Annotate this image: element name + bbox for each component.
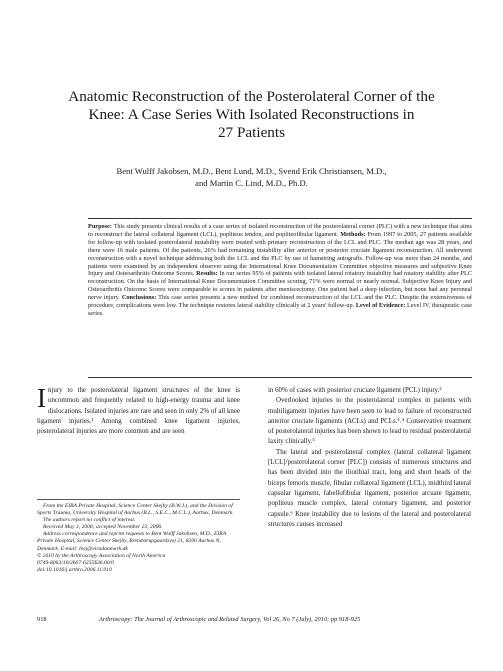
drop-cap: I (37, 383, 46, 413)
footnotes (37, 503, 240, 574)
footnote-rule (37, 499, 240, 500)
footnote-conflict: The authors report no conflict of interest. (43, 517, 136, 524)
footnote-copyright: © 2010 by the Arthroscopy Association of North America (37, 552, 166, 559)
article-title (40, 88, 463, 142)
body-column-left (37, 383, 240, 437)
abstract-bottom-rule (88, 377, 472, 378)
footnote-address: Address correspondence and reprint requests to Bent Wulff Jakobsen, M.D., EIRA Private Hospital, Science Center Skejby, Brendstrupgaardsvej 21, 8200 Aarhus N, Denmark. E-mail: bwj@eiradanmark.dk (37, 531, 227, 552)
title-line: 27 Patients (217, 124, 286, 141)
body-paragraph (37, 383, 240, 437)
abstract-methods-label: Methods: (340, 230, 366, 238)
page-number: 918 (37, 616, 47, 623)
title-line: Knee: A Case Series With Isolated Reconstructions in (88, 106, 415, 123)
abstract-top-rule (88, 218, 472, 219)
abstract-conclusions-label: Conclusions: (121, 294, 157, 302)
abstract-purpose: This study presents clinical results of a case series of isolated reconstruction of the posterolateral corner (PLC) with a new technique that aims to reconstruct the lateral collateral ligament (LCL), popliteus tendon, and popliteofibular ligament. (88, 223, 472, 238)
author-line: and Martin C. Lind, M.D., Ph.D. (195, 178, 308, 188)
abstract-results: In our series 95% of patients with isolated lateral rotatory instability had rotatory stability after PLC reconstruction. On the basis of International Knee Documentation Committee scoring, 71% were normal or nearly normal. Subjective Knee Injury and Osteoarthritis Outcome Scores were comparable to scores in patients after meniscectomy. One patient had a deep infection, but none had any peroneal nerve injury. (88, 270, 472, 302)
abstract-conclusions: This case series presents a new method for combined reconstruction of the LCL and the PLC. Despite the extensiveness of procedure, complications were low. The technique restores lateral stability clinically at 2 years' follow-up. (88, 294, 472, 310)
paragraph-text: njury to the posterolateral ligament structures of the knee is uncommon and frequently related to high-energy trauma and knee dislocations. Isolated injuries are rare and seen in only 2% of all knee ligament injuries.¹ Among combined knee ligament injuries, posterolateral injuries are more common and are seen (37, 387, 240, 436)
body-paragraph: Overlooked injuries to the posterolateral complex in patients with multiligament injuries have been seen to lead to failure of reconstructed anterior cruciate ligaments (ACLs) and PCLs.³˒⁴ Conservative treatment of posterolateral injuries has been shown to lead to residual posterolateral laxity clinically.⁵ (268, 397, 471, 446)
author-list (60, 165, 443, 189)
title-line: Anatomic Reconstruction of the Posterolateral Corner of the (68, 88, 435, 105)
footnote-issn: 0749-8063/10/2607-6255$36.00/0 (37, 559, 114, 566)
body-paragraph: in 60% of cases with posterior cruciate ligament (PCL) injury.² (268, 387, 442, 394)
abstract-purpose-label: Purpose: (88, 223, 112, 230)
author-line: Bent Wulff Jakobsen, M.D., Bent Lund, M.D., Svend Erik Christiansen, M.D., (116, 166, 387, 176)
abstract-results-label: Results: (196, 270, 218, 278)
footnote-received: Received May 3, 2006; accepted November 23, 2006. (43, 524, 163, 531)
abstract-methods: From 1997 to 2005, 27 patients available for follow-up with isolated posterolateral instability were treated with primary reconstruction of the LCL and PLC. The median age was 28 years, and there were 16 male patients. Of the patients, 26% had remaining instability after anterior or posterior cruciate ligament reconstruction. All underwent reconstruction with a novel technique addressing both the LCL and the PLC by use of hamstring autografts. Follow-up was more than 24 months, and patients were examined by an independent observer using the International Knee Documentation Committee objective measures and subjective Knee Injury and Osteoarthritis Outcome Scores. (88, 230, 473, 278)
abstract-level: Level IV, therapeutic case series. (88, 302, 472, 317)
body-column-right (268, 386, 471, 530)
footnote-doi: doi:10.1016/j.arthro.2006.11.010 (37, 566, 112, 573)
footnote-affiliation: From the EIRA Private Hospital, Science Center Skejby (B.W.J.), and the Division of Sports Trauma, University Hospital of Aarhus (B.L., S.E.C., M.C.L.), Aarhus, Denmark. (37, 503, 234, 517)
body-paragraph: The lateral and posterolateral complex (lateral collateral ligament [LCL]/posterolateral corner [PLC]) consists of numerous structures and has been divided into the iliotibial tract, long and short heads of the biceps femoris muscle, fibular collateral ligament (LCL), midthird lateral capsular ligament, fabellofibular ligament, posterior arcuate ligament, popliteus muscle complex, lateral coronary ligament, and posterior capsule.⁶ Knee instability due to lesions of the lateral and posterolateral structures causes increased (268, 448, 471, 528)
abstract-level-label: Level of Evidence: (355, 302, 406, 310)
journal-citation: Arthroscopy: The Journal of Arthroscopic and Related Surgery, Vol 26, No 7 (July), 2010: pp 918-925 (99, 616, 361, 623)
abstract (88, 223, 472, 318)
